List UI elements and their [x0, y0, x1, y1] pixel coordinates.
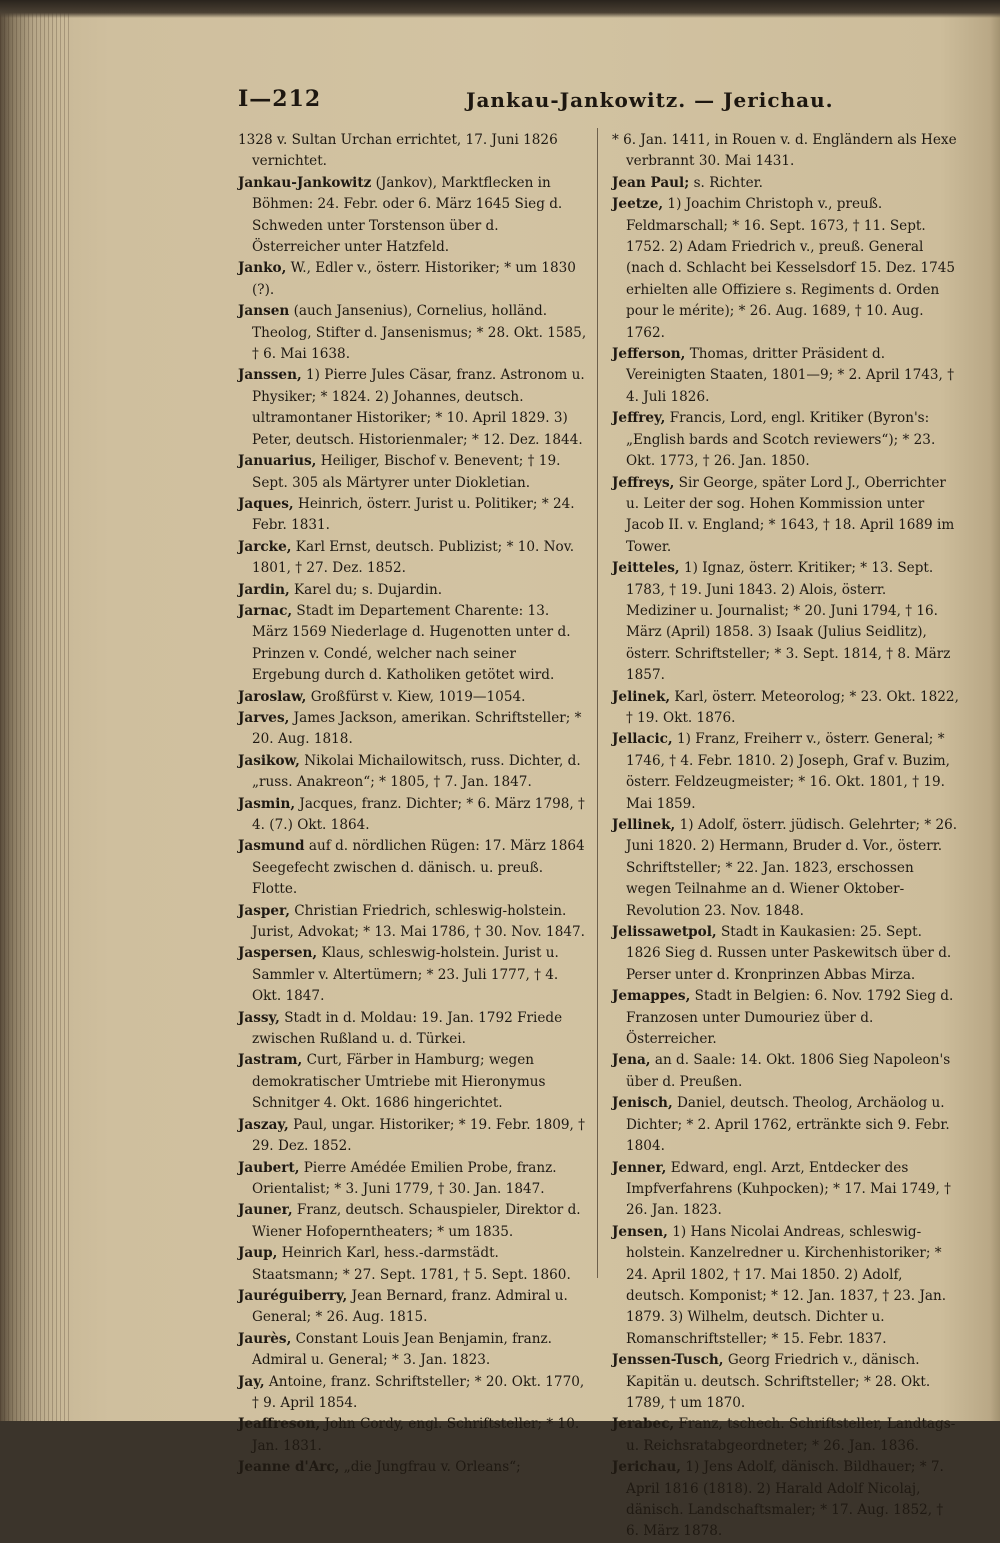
entry-headword: Jefferson, — [612, 346, 686, 363]
dictionary-entry — [612, 1350, 960, 1414]
dictionary-entry — [612, 1050, 960, 1093]
dictionary-entry — [612, 558, 960, 686]
entry-text: Großfürst v. Kiew, 1019—1054. — [306, 688, 526, 705]
entry-text: (Jankov), Marktflecken in Böhmen: 24. Febr. oder 6. März 1645 Sieg d. Schweden unter Torstenson über d. Österreicher unter Hatzfeld. — [252, 174, 563, 256]
dictionary-entry — [238, 365, 588, 451]
entry-text: Edward, engl. Arzt, Entdecker des Impfverfahrens (Kuhpocken); * 17. Mai 1749, † 26. Jan. 1823. — [626, 1159, 951, 1219]
dictionary-entry — [612, 729, 960, 815]
entry-headword: Jenner, — [612, 1159, 667, 1176]
entry-text: Curt, Färber in Hamburg; wegen demokratischer Umtriebe mit Hieronymus Schnitger 4. Okt. 1686 hingerichtet. — [252, 1052, 546, 1112]
entry-headword: Janko, — [238, 260, 287, 277]
entry-headword: Jarnac, — [238, 602, 293, 619]
entry-headword: Jenisch, — [612, 1095, 673, 1112]
entry-headword: Januarius, — [238, 453, 317, 470]
entry-headword: Jaroslaw, — [238, 688, 307, 705]
entry-headword: Jena, — [612, 1052, 651, 1069]
entry-headword: Jankau-Jankowitz — [238, 174, 372, 191]
entry-text: Karl, österr. Meteorolog; * 23. Okt. 1822, † 19. Okt. 1876. — [626, 688, 959, 726]
entry-text: John Cordy, engl. Schriftsteller; * 10. Jan. 1831. — [252, 1416, 580, 1454]
dictionary-entry — [238, 451, 588, 494]
entry-text: 1) Pierre Jules Cäsar, franz. Astronom u. Physiker; * 1824. 2) Johannes, deutsch. ultramontaner Historiker; * 10. April 1829. 3) Peter, deutsch. Historienmaler; * 12. Dez. 1844. — [252, 367, 585, 448]
dictionary-entry — [238, 1050, 588, 1114]
entry-text: Pierre Amédée Emilien Probe, franz. Orientalist; * 3. Juni 1779, † 30. Jan. 1847. — [252, 1159, 557, 1197]
entry-headword: Jarcke, — [238, 538, 292, 555]
entry-text: Thomas, dritter Präsident d. Vereinigten Staaten, 1801—9; * 2. April 1743, † 4. Juli 1826. — [626, 346, 954, 405]
entry-text: 1) Jens Adolf, dänisch. Bildhauer; * 7. April 1816 (1818). 2) Harald Adolf Nicolaj, dänisch. Landschaftsmaler; * 17. Aug. 1852, † 6. März 1878. — [626, 1459, 944, 1540]
entry-text: (auch Jansenius), Cornelius, holländ. Theolog, Stifter d. Jansenismus; * 28. Okt. 1585, † 6. Mai 1638. — [252, 303, 587, 363]
entry-text: 1) Franz, Freiherr v., österr. General; * 1746, † 4. Febr. 1810. 2) Joseph, Graf v. Buzim, österr. Feldzeugmeister; * 16. Okt. 1801, † 19. Mai 1859. — [626, 731, 950, 812]
entry-text: Christian Friedrich, schleswig-holstein. Jurist, Advokat; * 13. Mai 1786, † 30. Nov. 1847. — [252, 902, 585, 941]
left-column — [238, 130, 588, 1479]
dictionary-entry — [238, 943, 588, 1007]
entry-text: Antoine, franz. Schriftsteller; * 20. Okt. 1770, † 9. April 1854. — [252, 1373, 585, 1411]
dictionary-entry — [612, 815, 960, 922]
entry-text: James Jackson, amerikan. Schriftsteller; * 20. Aug. 1818. — [252, 709, 582, 748]
entry-headword: Jardin, — [238, 581, 290, 598]
dictionary-entry — [612, 986, 960, 1050]
entry-headword: Jansen — [238, 303, 290, 320]
dictionary-entry — [238, 1115, 588, 1158]
entry-text: 1) Adolf, österr. jüdisch. Gelehrter; * 26. Juni 1820. 2) Hermann, Bruder d. Vor., österr. Schriftsteller; * 22. Jan. 1823, erschossen wegen Teilnahme an d. Wiener Oktober-Revolution 23. Nov. 1848. — [626, 817, 958, 919]
entry-headword: Jasmin, — [238, 795, 296, 812]
dictionary-entry — [238, 751, 588, 794]
dictionary-entry — [238, 601, 588, 687]
dictionary-entry — [238, 173, 588, 259]
entry-headword: Jeetze, — [612, 196, 664, 213]
entry-headword: Jauner, — [238, 1202, 293, 1219]
dictionary-entry — [238, 1158, 588, 1201]
dictionary-entry — [612, 473, 960, 559]
page-header — [238, 86, 958, 118]
entry-text: 1) Joachim Christoph v., preuß. Feldmarschall; * 16. Sept. 1673, † 11. Sept. 1752. 2) Adam Friedrich v., preuß. General (nach d. Schlacht bei Kesselsdorf 15. Dez. 1745 erhielten alle Offiziere s. Regiments d. Orden pour le mérite); * 26. Aug. 1689, † 10. Aug. 1762. — [626, 196, 956, 341]
entry-text: Constant Louis Jean Benjamin, franz. Admiral u. General; * 3. Jan. 1823. — [252, 1330, 552, 1369]
page-number: I—212 — [238, 86, 322, 112]
dictionary-entry — [612, 687, 960, 730]
entry-text: 1328 v. Sultan Urchan errichtet, 17. Juni 1826 vernichtet. — [238, 132, 558, 170]
entry-headword: Jerabec, — [612, 1416, 675, 1433]
top-shadow — [0, 0, 1000, 18]
entry-text: Nikolai Michailowitsch, russ. Dichter, d. „russ. Anakreon“; * 1805, † 7. Jan. 1847. — [252, 752, 581, 791]
dictionary-entry — [238, 901, 588, 944]
entry-text: Heiliger, Bischof v. Benevent; † 19. Sept. 305 als Märtyrer unter Diokletian. — [252, 453, 561, 491]
running-title: Jankau-Jankowitz. — Jerichau. — [466, 88, 834, 112]
entry-headword: Jassy, — [238, 1009, 280, 1026]
dictionary-entry — [612, 1457, 960, 1543]
entry-headword: Jeaffreson, — [238, 1416, 321, 1433]
entry-text: Karl Ernst, deutsch. Publizist; * 10. Nov. 1801, † 27. Dez. 1852. — [252, 538, 575, 577]
entry-headword: Jaszay, — [238, 1116, 289, 1133]
dictionary-entry — [612, 194, 960, 344]
dictionary-entry — [238, 708, 588, 751]
entry-text: Stadt in Belgien: 6. Nov. 1792 Sieg d. Franzosen unter Dumouriez über d. Österreicher. — [626, 988, 954, 1048]
entry-headword: Jelinek, — [612, 688, 671, 705]
entry-text: Francis, Lord, engl. Kritiker (Byron's: „English bards and Scotch reviewers“); * 23. Okt. 1773, † 26. Jan. 1850. — [626, 410, 936, 470]
entry-text: 1) Hans Nicolai Andreas, schleswig-holstein. Kanzelredner u. Kirchenhistoriker; * 24. April 1802, † 17. Mai 1850. 2) Adolf, deutsch. Komponist; * 12. Jan. 1837, † 23. Jan. 1879. 3) Wilhelm, deutsch. Dichter u. Romanschriftsteller; * 15. Febr. 1837. — [626, 1223, 947, 1347]
entry-headword: Janssen, — [238, 367, 302, 384]
dictionary-entry — [238, 494, 588, 537]
entry-text: Franz, deutsch. Schauspieler, Direktor d. Wiener Hofoperntheaters; * um 1835. — [252, 1202, 581, 1240]
entry-headword: Jaubert, — [238, 1159, 300, 1176]
entry-text: s. Richter. — [689, 174, 763, 191]
entry-headword: Jaurès, — [238, 1330, 292, 1347]
entry-text: W., Edler v., österr. Historiker; * um 1830 (?). — [252, 260, 576, 298]
entry-headword: Jasper, — [238, 902, 290, 919]
entry-headword: Jastram, — [238, 1052, 303, 1069]
dictionary-entry — [238, 1200, 588, 1243]
dictionary-entry — [612, 130, 960, 173]
entry-text: Jean Bernard, franz. Admiral u. General; * 26. Aug. 1815. — [252, 1287, 568, 1326]
entry-text: Georg Friedrich v., dänisch. Kapitän u. deutsch. Schriftsteller; * 28. Okt. 1789, † um 1870. — [626, 1352, 931, 1411]
entry-headword: Jeanne d'Arc, — [238, 1459, 340, 1476]
entry-headword: Jauréguiberry, — [238, 1287, 348, 1304]
entry-text: an d. Saale: 14. Okt. 1806 Sieg Napoleon's über d. Preußen. — [626, 1052, 951, 1090]
dictionary-entry — [238, 1372, 588, 1415]
dictionary-entry — [238, 130, 588, 173]
dictionary-entry — [612, 408, 960, 472]
dictionary-entry — [612, 922, 960, 986]
entry-headword: Jaques, — [238, 495, 294, 512]
entry-text: Sir George, später Lord J., Oberrichter u. Leiter der sog. Hohen Kommission unter Jacob II. v. England; * 1643, † 18. April 1689 im Tower. — [626, 474, 955, 555]
entry-text: Heinrich Karl, hess.-darmstädt. Staatsmann; * 27. Sept. 1781, † 5. Sept. 1860. — [252, 1245, 571, 1283]
dictionary-entry — [612, 1222, 960, 1350]
entry-headword: Jeffreys, — [612, 474, 675, 491]
entry-headword: Jasikow, — [238, 752, 300, 769]
entry-text: Stadt im Departement Charente: 13. März 1569 Niederlage d. Hugenotten unter d. Prinzen v. Condé, welcher nach seiner Ergebung durch d. Katholiken getötet wird. — [252, 602, 571, 684]
entry-text: auf d. nördlichen Rügen: 17. März 1864 Seegefecht zwischen d. dänisch. u. preuß. Flotte. — [252, 838, 585, 898]
dictionary-entry — [238, 301, 588, 365]
entry-headword: Jenssen-Tusch, — [612, 1352, 724, 1369]
dictionary-entry — [612, 344, 960, 408]
entry-text: Karel du; s. Dujardin. — [289, 581, 443, 598]
dictionary-entry — [238, 1457, 588, 1478]
entry-text: Heinrich, österr. Jurist u. Politiker; * 24. Febr. 1831. — [252, 495, 575, 534]
entry-text: * 6. Jan. 1411, in Rouen v. d. Engländern als Hexe verbrannt 30. Mai 1431. — [612, 132, 957, 170]
entry-headword: Jellacic, — [612, 731, 673, 748]
entry-headword: Jemappes, — [612, 988, 691, 1005]
entry-headword: Jeitteles, — [612, 560, 680, 577]
entry-text: Paul, ungar. Historiker; * 19. Febr. 1809, † 29. Dez. 1852. — [252, 1116, 585, 1155]
dictionary-entry — [238, 687, 588, 708]
entry-headword: Jellinek, — [612, 817, 676, 833]
entry-text: Stadt in d. Moldau: 19. Jan. 1792 Friede zwischen Rußland u. d. Türkei. — [252, 1009, 563, 1048]
entry-headword: Jeffrey, — [612, 410, 666, 427]
dictionary-entry — [238, 836, 588, 900]
dictionary-entry — [238, 1286, 588, 1329]
entry-text: Stadt in Kaukasien: 25. Sept. 1826 Sieg d. Russen unter Paskewitsch über d. Perser unter d. Kronprinzen Abbas Mirza. — [626, 924, 952, 983]
entry-headword: Jasmund — [238, 838, 305, 855]
entry-text: „die Jungfrau v. Orleans“; — [339, 1459, 521, 1476]
entry-text: 1) Ignaz, österr. Kritiker; * 13. Sept. 1783, † 19. Juni 1843. 2) Alois, österr. Mediziner u. Journalist; * 20. Juni 1794, † 16. März (April) 1858. 3) Isaak (Julius Seidlitz), österr. Schriftsteller; * 3. Sept. 1814, † 8. März 1857. — [626, 560, 951, 684]
dictionary-entry — [238, 1243, 588, 1286]
entry-text: Franz, tschech. Schriftsteller, Landtags- u. Reichsratabgeordneter; * 26. Jan. 1836. — [626, 1416, 956, 1454]
dictionary-entry — [612, 173, 960, 194]
entry-text: Klaus, schleswig-holstein. Jurist u. Sammler v. Altertümern; * 23. Juli 1777, † 4. Okt. 1847. — [252, 945, 559, 1005]
page-edges — [0, 0, 70, 1421]
column-divider — [597, 128, 598, 1278]
entry-text: Daniel, deutsch. Theolog, Archäolog u. Dichter; * 2. April 1762, ertränkte sich 9. Febr. 1804. — [626, 1095, 950, 1155]
entry-headword: Jarves, — [238, 709, 290, 726]
dictionary-entry — [612, 1093, 960, 1157]
entry-headword: Jensen, — [612, 1223, 668, 1240]
entry-headword: Jean Paul; — [612, 174, 690, 191]
dictionary-entry — [612, 1158, 960, 1222]
dictionary-entry — [238, 537, 588, 580]
entry-headword: Jaup, — [238, 1245, 278, 1262]
dictionary-entry — [238, 580, 588, 601]
entry-headword: Jaspersen, — [238, 945, 318, 962]
dictionary-entry — [238, 258, 588, 301]
entry-text: Jacques, franz. Dichter; * 6. März 1798, † 4. (7.) Okt. 1864. — [252, 795, 585, 833]
dictionary-entry — [238, 794, 588, 837]
right-column — [612, 130, 960, 1543]
dictionary-entry — [238, 1008, 588, 1051]
entry-headword: Jerichau, — [612, 1459, 681, 1476]
entry-headword: Jay, — [238, 1373, 265, 1390]
dictionary-entry — [238, 1329, 588, 1372]
entry-headword: Jelissawetpol, — [612, 924, 717, 941]
